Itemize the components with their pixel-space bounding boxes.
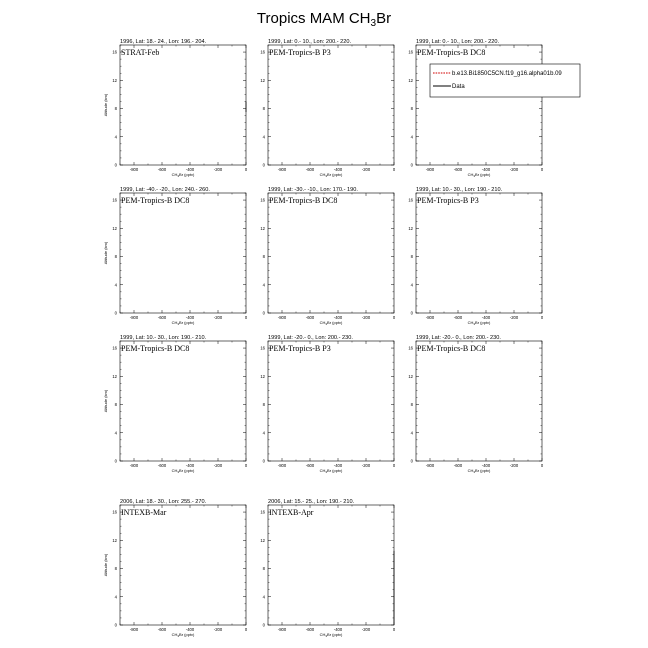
x-tick-label: -800 xyxy=(129,315,139,320)
y-tick-label: 8 xyxy=(410,254,413,260)
legend-label-1: b.e13.Bi1850C5CN.f19_g16.alpha01b.09 xyxy=(452,71,562,77)
y-tick-label: 0 xyxy=(410,162,413,168)
y-axis-label: Altitude (km) xyxy=(103,389,108,413)
y-tick-label: 12 xyxy=(408,225,413,231)
x-tick-label: -600 xyxy=(157,463,167,468)
x-tick-label: -600 xyxy=(157,315,167,320)
y-tick-label: 12 xyxy=(112,77,117,83)
campaign-label: PEM-Tropics-B DC8 xyxy=(417,48,486,57)
y-tick-label: 12 xyxy=(408,373,413,379)
x-tick-label: -600 xyxy=(157,627,167,632)
x-tick-label: -800 xyxy=(129,167,139,172)
x-tick-label: -200 xyxy=(509,463,519,468)
x-axis-label: $CH_3Br$ (pptv) xyxy=(467,320,491,326)
x-axis-label: $CH_3Br$ (pptv) xyxy=(171,468,195,474)
y-tick-label: 0 xyxy=(410,458,413,464)
y-axis-label: Altitude (km) xyxy=(103,553,108,577)
x-tick-label: -800 xyxy=(129,463,139,468)
panel-title: 1999, Lat: -20.- 0., Lon: 200.- 230. xyxy=(416,335,501,341)
x-tick-label: -600 xyxy=(305,463,315,468)
x-tick-label: -400 xyxy=(185,627,195,632)
y-tick-label: 16 xyxy=(260,345,265,351)
x-tick-label: 0 xyxy=(540,463,544,468)
x-tick-label: -600 xyxy=(305,627,315,632)
x-tick-label: -200 xyxy=(361,167,371,172)
y-tick-label: 8 xyxy=(410,402,413,408)
campaign-label: PEM-Tropics-B DC8 xyxy=(121,344,190,353)
y-tick-label: 12 xyxy=(260,225,265,231)
panel-4 xyxy=(103,187,248,326)
y-tick-label: 8 xyxy=(114,402,117,408)
campaign-label: PEM-Tropics-B DC8 xyxy=(417,344,486,353)
y-tick-label: 4 xyxy=(262,430,265,436)
x-tick-label: -600 xyxy=(453,463,463,468)
x-tick-label: 0 xyxy=(392,167,396,172)
y-tick-label: 0 xyxy=(410,310,413,316)
y-tick-label: 16 xyxy=(408,345,413,351)
x-tick-label: -400 xyxy=(185,315,195,320)
panel-title: 2006, Lat: 18.- 30., Lon: 255.- 270. xyxy=(120,499,207,505)
y-tick-label: 8 xyxy=(114,566,117,572)
y-tick-label: 8 xyxy=(262,254,265,260)
y-tick-label: 16 xyxy=(260,509,265,515)
x-tick-label: -200 xyxy=(509,315,519,320)
x-tick-label: -800 xyxy=(425,167,435,172)
plot-frame xyxy=(416,341,542,461)
x-axis-label: $CH_3Br$ (pptv) xyxy=(171,320,195,326)
y-tick-label: 16 xyxy=(408,197,413,203)
x-tick-label: -800 xyxy=(425,315,435,320)
panel-11 xyxy=(260,499,396,638)
y-tick-label: 4 xyxy=(262,594,265,600)
y-tick-label: 8 xyxy=(262,566,265,572)
x-tick-label: -400 xyxy=(481,167,491,172)
x-tick-label: 0 xyxy=(392,627,396,632)
panel-title: 1999, Lat: 0.- 10., Lon: 200.- 220. xyxy=(268,39,352,45)
x-axis-label: $CH_3Br$ (pptv) xyxy=(171,632,195,638)
x-tick-label: -400 xyxy=(333,167,343,172)
x-tick-label: -800 xyxy=(425,463,435,468)
y-tick-label: 16 xyxy=(260,49,265,55)
y-tick-label: 0 xyxy=(262,622,265,628)
y-tick-label: 12 xyxy=(112,225,117,231)
y-tick-label: 4 xyxy=(262,134,265,140)
y-tick-label: 12 xyxy=(260,373,265,379)
panel-2 xyxy=(260,39,396,178)
x-tick-label: -200 xyxy=(361,315,371,320)
x-tick-label: -600 xyxy=(305,315,315,320)
campaign-label: PEM-Tropics-B P3 xyxy=(269,344,331,353)
legend xyxy=(430,64,580,97)
y-tick-label: 0 xyxy=(114,622,117,628)
panel-title: 1999, Lat: 0.- 10., Lon: 200.- 220. xyxy=(416,39,500,45)
plot-frame xyxy=(416,45,542,165)
campaign-label: PEM-Tropics-B P3 xyxy=(417,196,479,205)
x-axis-label: $CH_3Br$ (pptv) xyxy=(319,632,343,638)
panel-title: 1999, Lat: -40.- -20., Lon: 240.- 260. xyxy=(120,187,210,193)
panel-title: 1999, Lat: -30.- -10., Lon: 170.- 190. xyxy=(268,187,358,193)
campaign-label: PEM-Tropics-B DC8 xyxy=(269,196,338,205)
y-tick-label: 12 xyxy=(112,373,117,379)
x-tick-label: -400 xyxy=(333,463,343,468)
y-tick-label: 8 xyxy=(410,106,413,112)
y-tick-label: 4 xyxy=(410,134,413,140)
y-tick-label: 4 xyxy=(262,282,265,288)
campaign-label: STRAT-Feb xyxy=(121,48,160,57)
y-tick-label: 8 xyxy=(114,254,117,260)
x-tick-label: -200 xyxy=(213,463,223,468)
x-tick-label: -200 xyxy=(361,627,371,632)
y-tick-label: 8 xyxy=(262,106,265,112)
x-axis-label: $CH_3Br$ (pptv) xyxy=(319,172,343,178)
x-tick-label: 0 xyxy=(244,463,248,468)
x-tick-label: 0 xyxy=(392,315,396,320)
panel-7 xyxy=(103,335,248,474)
figure-title: Tropics MAM $CH_3Br$ xyxy=(256,10,392,29)
plot-frame xyxy=(416,193,542,313)
panel-title: 1999, Lat: 10.- 30., Lon: 190.- 210. xyxy=(120,335,207,341)
plot-frame xyxy=(120,341,246,461)
panel-title: 1999, Lat: -20.- 0., Lon: 200.- 230. xyxy=(268,335,353,341)
y-tick-label: 8 xyxy=(262,402,265,408)
y-tick-label: 4 xyxy=(114,282,117,288)
legend-box xyxy=(430,64,580,97)
y-tick-label: 16 xyxy=(112,509,117,515)
plot-frame xyxy=(120,505,246,625)
y-tick-label: 0 xyxy=(114,310,117,316)
y-tick-label: 4 xyxy=(114,134,117,140)
plot-frame xyxy=(120,45,246,165)
campaign-label: INTEXB-Mar xyxy=(121,508,167,517)
x-tick-label: 0 xyxy=(244,627,248,632)
x-tick-label: 0 xyxy=(392,463,396,468)
y-tick-label: 16 xyxy=(112,49,117,55)
x-tick-label: -200 xyxy=(213,167,223,172)
y-tick-label: 12 xyxy=(260,537,265,543)
y-tick-label: 12 xyxy=(112,537,117,543)
panel-3 xyxy=(408,39,580,178)
panel-grid xyxy=(103,39,580,638)
x-tick-label: -400 xyxy=(185,167,195,172)
y-tick-label: 12 xyxy=(260,77,265,83)
x-tick-label: 0 xyxy=(244,315,248,320)
y-tick-label: 4 xyxy=(114,430,117,436)
plot-frame xyxy=(268,45,394,165)
y-tick-label: 16 xyxy=(260,197,265,203)
x-tick-label: -400 xyxy=(481,463,491,468)
y-tick-label: 4 xyxy=(410,430,413,436)
x-tick-label: -200 xyxy=(509,167,519,172)
x-tick-label: -800 xyxy=(277,315,287,320)
x-tick-label: -400 xyxy=(333,627,343,632)
x-tick-label: -400 xyxy=(185,463,195,468)
x-axis-label: $CH_3Br$ (pptv) xyxy=(319,320,343,326)
y-tick-label: 4 xyxy=(410,282,413,288)
y-tick-label: 0 xyxy=(262,162,265,168)
y-tick-label: 0 xyxy=(114,162,117,168)
x-tick-label: -400 xyxy=(333,315,343,320)
x-tick-label: 0 xyxy=(540,315,544,320)
panel-8 xyxy=(260,335,396,474)
x-tick-label: -400 xyxy=(481,315,491,320)
panel-9 xyxy=(408,335,544,474)
campaign-label: PEM-Tropics-B DC8 xyxy=(121,196,190,205)
campaign-label: PEM-Tropics-B P3 xyxy=(269,48,331,57)
x-tick-label: -800 xyxy=(277,463,287,468)
x-axis-label: $CH_3Br$ (pptv) xyxy=(319,468,343,474)
panel-title: 1996, Lat: 18.- 24., Lon: 196.- 204. xyxy=(120,39,207,45)
x-tick-label: -600 xyxy=(453,167,463,172)
x-tick-label: -800 xyxy=(129,627,139,632)
campaign-label: INTEXB-Apr xyxy=(269,508,314,517)
y-tick-label: 0 xyxy=(262,310,265,316)
y-axis-label: Altitude (km) xyxy=(103,241,108,265)
x-tick-label: -600 xyxy=(453,315,463,320)
plot-frame xyxy=(268,341,394,461)
panel-5 xyxy=(260,187,396,326)
x-tick-label: -800 xyxy=(277,167,287,172)
y-tick-label: 16 xyxy=(112,345,117,351)
x-tick-label: -600 xyxy=(305,167,315,172)
y-tick-label: 8 xyxy=(114,106,117,112)
x-tick-label: 0 xyxy=(540,167,544,172)
panel-title: 1999, Lat: 10.- 30., Lon: 190.- 210. xyxy=(416,187,503,193)
x-axis-label: $CH_3Br$ (pptv) xyxy=(171,172,195,178)
panel-title: 2006, Lat: 15.- 25., Lon: 190.- 210. xyxy=(268,499,355,505)
x-axis-label: $CH_3Br$ (pptv) xyxy=(467,172,491,178)
x-tick-label: -200 xyxy=(213,627,223,632)
panel-6 xyxy=(408,187,544,326)
y-tick-label: 0 xyxy=(262,458,265,464)
y-tick-label: 0 xyxy=(114,458,117,464)
plot-frame xyxy=(268,505,394,625)
y-tick-label: 16 xyxy=(112,197,117,203)
y-tick-label: 4 xyxy=(114,594,117,600)
x-tick-label: -600 xyxy=(157,167,167,172)
panel-10 xyxy=(103,499,248,638)
x-tick-label: -200 xyxy=(213,315,223,320)
y-tick-label: 12 xyxy=(408,77,413,83)
x-tick-label: 0 xyxy=(244,167,248,172)
panel-1 xyxy=(103,39,248,178)
x-tick-label: -800 xyxy=(277,627,287,632)
y-tick-label: 16 xyxy=(408,49,413,55)
plot-frame xyxy=(268,193,394,313)
legend-label-2: Data xyxy=(452,84,465,90)
plot-frame xyxy=(120,193,246,313)
x-axis-label: $CH_3Br$ (pptv) xyxy=(467,468,491,474)
x-tick-label: -200 xyxy=(361,463,371,468)
y-axis-label: Altitude (km) xyxy=(103,93,108,117)
